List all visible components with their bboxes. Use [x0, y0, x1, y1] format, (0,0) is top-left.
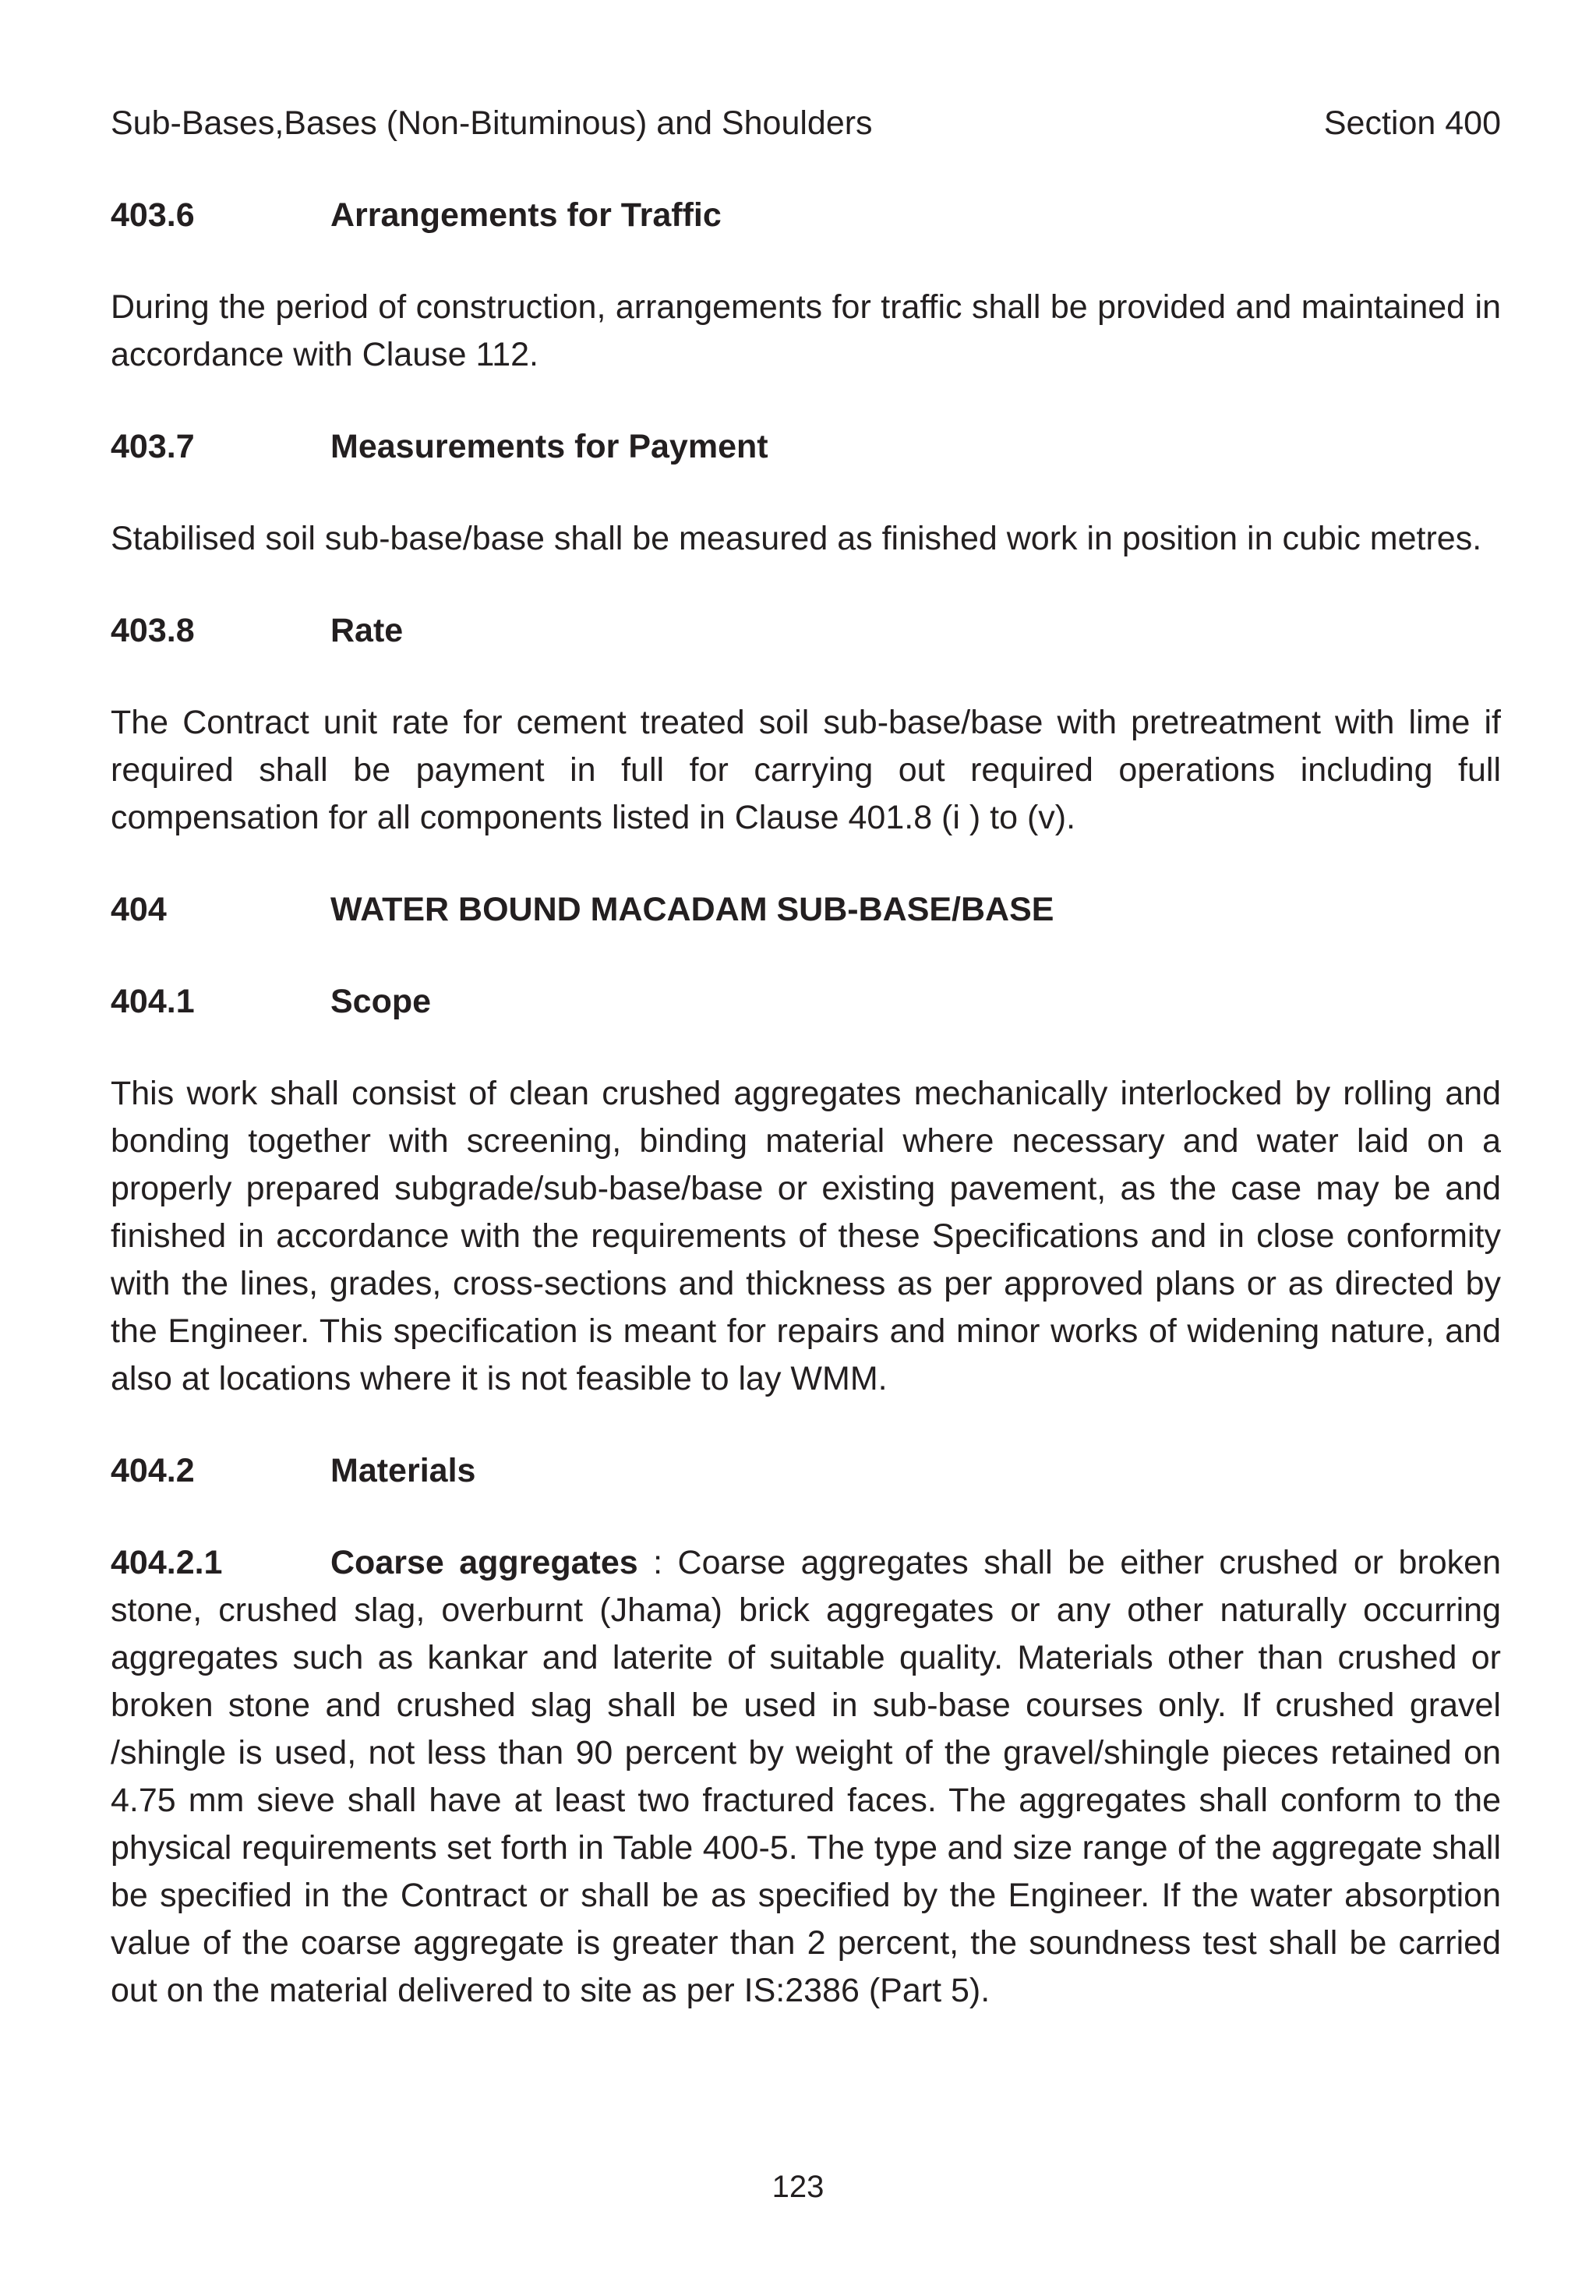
page-number: 123	[772, 2170, 824, 2204]
section-number: 403.8	[111, 612, 195, 649]
section-title: WATER BOUND MACADAM SUB-BASE/BASE	[330, 891, 1054, 928]
section-title: Rate	[330, 612, 404, 649]
clause-text: : Coarse aggregates shall be either crushed or broken stone, crushed slag, overburnt (Jhama) brick aggregates or any other naturally occurring aggregates such as kankar and laterite of suitable quality. Materials other than crushed or broken stone and crushed slag shall be used in sub-base courses only. If crushed gravel /shingle is used, not less than 90 percent by weight of the gravel/shingle pieces retained on 4.75 mm sieve shall have at least two fractured faces. The aggregates shall conform to the physical requirements set forth in Table 400-5. The type and size range of the aggregate shall be specified in the Contract or shall be as specified by the Engineer. If the water absorption value of the coarse aggregate is greater than 2 percent, the soundness test shall be carried out on the material delivered to site as per IS:2386 (Part 5).	[111, 1544, 1501, 2009]
running-head	[111, 100, 1501, 147]
running-head-section: Section 400	[1323, 104, 1501, 142]
section-title: Materials	[330, 1452, 476, 1489]
section-number: 404.1	[111, 983, 195, 1020]
section-number: 404	[111, 891, 167, 928]
section-number: 403.7	[111, 428, 195, 465]
section-heading-403-8	[111, 607, 1501, 655]
section-title: Measurements for Payment	[330, 428, 768, 465]
section-heading-404-2	[111, 1447, 1501, 1495]
section-paragraph-403-8: The Contract unit rate for cement treated soil sub-base/base with pretreatment with lime if required shall be payment in full for carrying out required operations including full compensation for all components listed in Clause 401.8 (i ) to (v).	[111, 704, 1501, 836]
section-title: Scope	[330, 983, 432, 1020]
section-heading-404-1	[111, 978, 1501, 1026]
section-heading-403-7	[111, 423, 1501, 471]
section-number: 403.6	[111, 196, 195, 234]
section-paragraph-403-7: Stabilised soil sub-base/base shall be measured as finished work in position in cubic metres.	[111, 520, 1482, 557]
running-head-title: Sub-Bases,Bases (Non-Bituminous) and Shoulders	[111, 104, 873, 142]
clause-number: 404.2.1	[111, 1544, 223, 1581]
clause-title: Coarse aggregates	[330, 1544, 638, 1581]
section-paragraph-403-6: During the period of construction, arrangements for traffic shall be provided and maintained in accordance with Clause 112.	[111, 288, 1501, 373]
section-title: Arrangements for Traffic	[330, 196, 722, 234]
section-heading-403-6	[111, 192, 1501, 239]
section-paragraph-404-1: This work shall consist of clean crushed aggregates mechanically interlocked by rolling and bonding together with screening, binding material where necessary and water laid on a properly prepared subgrade/sub-base/base or existing pavement, as the case may be and finished in accordance with the requirements of these Specifications and in close conformity with the lines, grades, cross-sections and thickness as per approved plans or as directed by the Engineer. This specification is meant for repairs and minor works of widening nature, and also at locations where it is not feasible to lay WMM.	[111, 1075, 1501, 1397]
clause-paragraph-404-2-1	[111, 1539, 1501, 2015]
document-page	[111, 100, 1501, 2059]
section-number: 404.2	[111, 1452, 195, 1489]
section-heading-404	[111, 886, 1501, 934]
